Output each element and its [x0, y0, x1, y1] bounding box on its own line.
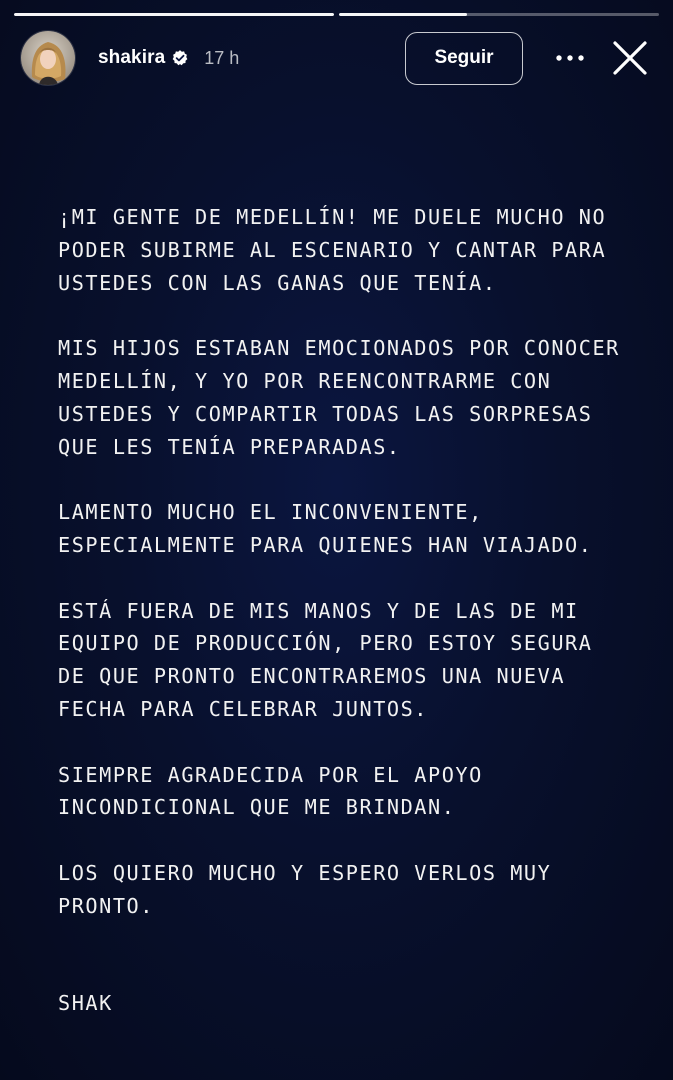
avatar-photo — [21, 31, 75, 85]
progress-fill-1 — [14, 13, 334, 16]
more-dots-icon — [555, 54, 585, 62]
message-paragraph-6: LOS QUIERO MUCHO Y ESPERO VERLOS MUY PRONTO. — [58, 860, 552, 918]
close-icon — [613, 41, 647, 75]
story-header — [20, 30, 657, 86]
avatar[interactable] — [20, 30, 76, 86]
story-progress-bars — [14, 13, 659, 17]
progress-segment-1 — [14, 13, 334, 16]
message-paragraph-3: LAMENTO MUCHO EL INCONVENIENTE, ESPECIALMENTE PARA QUIENES HAN VIAJADO. — [58, 500, 593, 557]
message-signature: SHAK — [58, 990, 113, 1015]
message-paragraph-5: SIEMPRE AGRADECIDA POR EL APOYO INCONDICIONAL QUE ME BRINDAN. — [58, 762, 483, 820]
close-button[interactable] — [603, 31, 657, 85]
progress-fill-2 — [339, 13, 467, 16]
message-paragraph-2: MIS HIJOS ESTABAN EMOCIONADOS POR CONOCER MEDELLÍN, Y YO POR REENCONTRARME CON USTEDES Y COMPARTIR TODAS LAS SORPRESAS QUE LES TENÍA PREPARADAS. — [58, 336, 620, 459]
message-paragraph-4: ESTÁ FUERA DE MIS MANOS Y DE LAS DE MI EQUIPO DE PRODUCCIÓN, PERO ESTOY SEGURA DE QUE PRONTO ENCONTRAREMOS UNA NUEVA FECHA PARA CELEBRAR JUNTOS. — [58, 598, 593, 721]
verified-badge-icon — [171, 49, 189, 67]
post-time: 17 h — [204, 47, 240, 68]
more-options-button[interactable] — [544, 32, 596, 84]
follow-button[interactable]: Seguir — [405, 32, 523, 85]
story-message — [58, 201, 631, 1052]
username[interactable]: shakira — [98, 47, 166, 68]
message-paragraph-1: ¡MI GENTE DE MEDELLÍN! ME DUELE MUCHO NO PODER SUBIRME AL ESCENARIO Y CANTAR PARA USTEDES CON LAS GANAS QUE TENÍA. — [58, 205, 607, 295]
progress-segment-2 — [339, 13, 659, 16]
